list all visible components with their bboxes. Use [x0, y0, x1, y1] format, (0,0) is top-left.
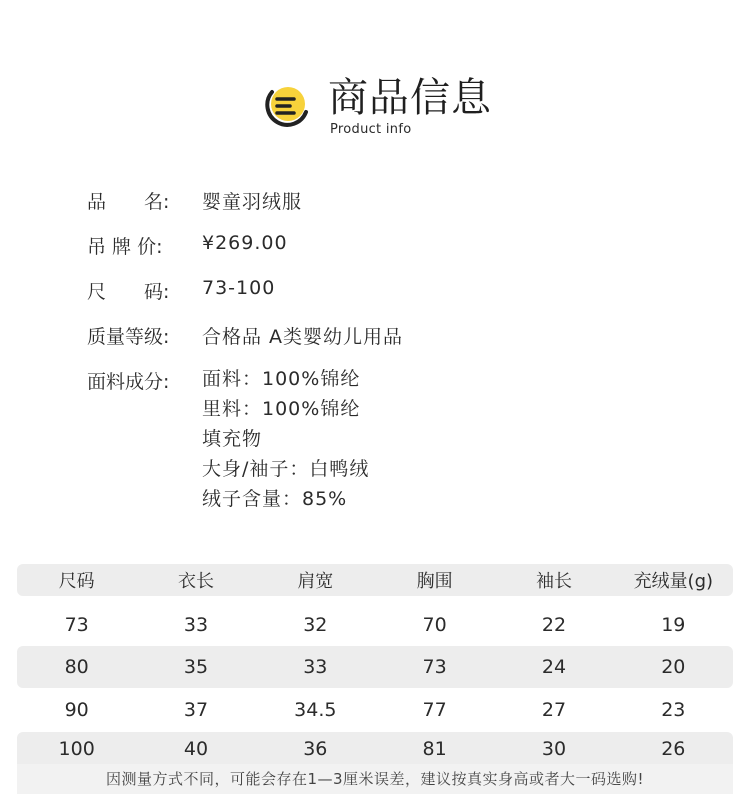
table-header-row	[17, 564, 733, 596]
name-value: 婴童羽绒服	[202, 191, 303, 213]
table-row	[17, 732, 733, 766]
spacer	[17, 596, 733, 604]
table-cell: 77	[422, 699, 447, 721]
size-label: 尺 码:	[87, 281, 170, 303]
info-row-grade	[87, 319, 687, 364]
table-cell: 81	[422, 738, 447, 760]
table-cell: 80	[64, 656, 89, 678]
material-line: 填充物	[202, 428, 263, 450]
table-cell: 40	[183, 738, 209, 760]
table-cell: 26	[661, 738, 686, 760]
product-info-list	[87, 184, 687, 517]
table-header-cell: 尺码	[58, 571, 95, 592]
table-cell: 33	[183, 614, 209, 636]
info-row-size	[87, 274, 687, 319]
material-line: 里料：100%锦纶	[202, 398, 361, 420]
table-row	[17, 646, 733, 688]
grade-value: 合格品 A类婴幼儿用品	[202, 326, 404, 348]
material-line: 面料：100%锦纶	[202, 368, 361, 390]
table-cell: 32	[303, 614, 328, 636]
info-row-material	[87, 364, 687, 517]
material-value	[202, 364, 687, 517]
material-line: 绒子含量：85%	[202, 488, 348, 510]
table-header-cell: 充绒量(g)	[633, 571, 714, 592]
table-header-cell: 袖长	[535, 571, 572, 592]
table-cell: 73	[64, 614, 89, 636]
material-label: 面料成分:	[87, 371, 170, 393]
table-cell: 33	[303, 656, 328, 678]
info-row-name	[87, 184, 687, 229]
table-cell: 19	[661, 614, 686, 636]
table-cell: 24	[541, 656, 567, 678]
table-row	[17, 688, 733, 732]
page-subtitle: Product info	[330, 122, 412, 137]
measurement-note: 因测量方式不同，可能会存在1—3厘米误差，建议按真实身高或者大一码选购!	[17, 764, 733, 794]
table-cell: 35	[183, 656, 209, 678]
table-header-cell: 肩宽	[297, 571, 334, 592]
table-cell: 23	[661, 699, 686, 721]
table-cell: 22	[541, 614, 567, 636]
section-header	[262, 74, 522, 144]
price-label: 吊 牌 价:	[87, 236, 163, 258]
table-cell: 100	[58, 738, 95, 760]
table-cell: 70	[422, 614, 447, 636]
size-value: 73-100	[202, 277, 276, 299]
size-table	[17, 564, 733, 766]
grade-label: 质量等级:	[87, 326, 170, 348]
price-value: ¥269.00	[202, 232, 288, 254]
table-cell: 73	[422, 656, 447, 678]
table-cell: 90	[64, 699, 89, 721]
table-cell: 30	[541, 738, 567, 760]
info-row-price	[87, 229, 687, 274]
table-cell: 20	[661, 656, 686, 678]
material-line: 大身/袖子：白鸭绒	[202, 458, 370, 480]
table-cell: 37	[183, 699, 209, 721]
table-cell: 36	[303, 738, 328, 760]
name-label: 品 名:	[87, 191, 170, 213]
table-row	[17, 604, 733, 646]
table-cell: 27	[541, 699, 567, 721]
table-cell: 34.5	[294, 699, 337, 721]
table-header-cell: 衣长	[177, 571, 214, 592]
table-header-cell: 胸围	[416, 571, 453, 592]
document-lines-icon	[262, 82, 312, 130]
page-title: 商品信息	[328, 75, 492, 121]
